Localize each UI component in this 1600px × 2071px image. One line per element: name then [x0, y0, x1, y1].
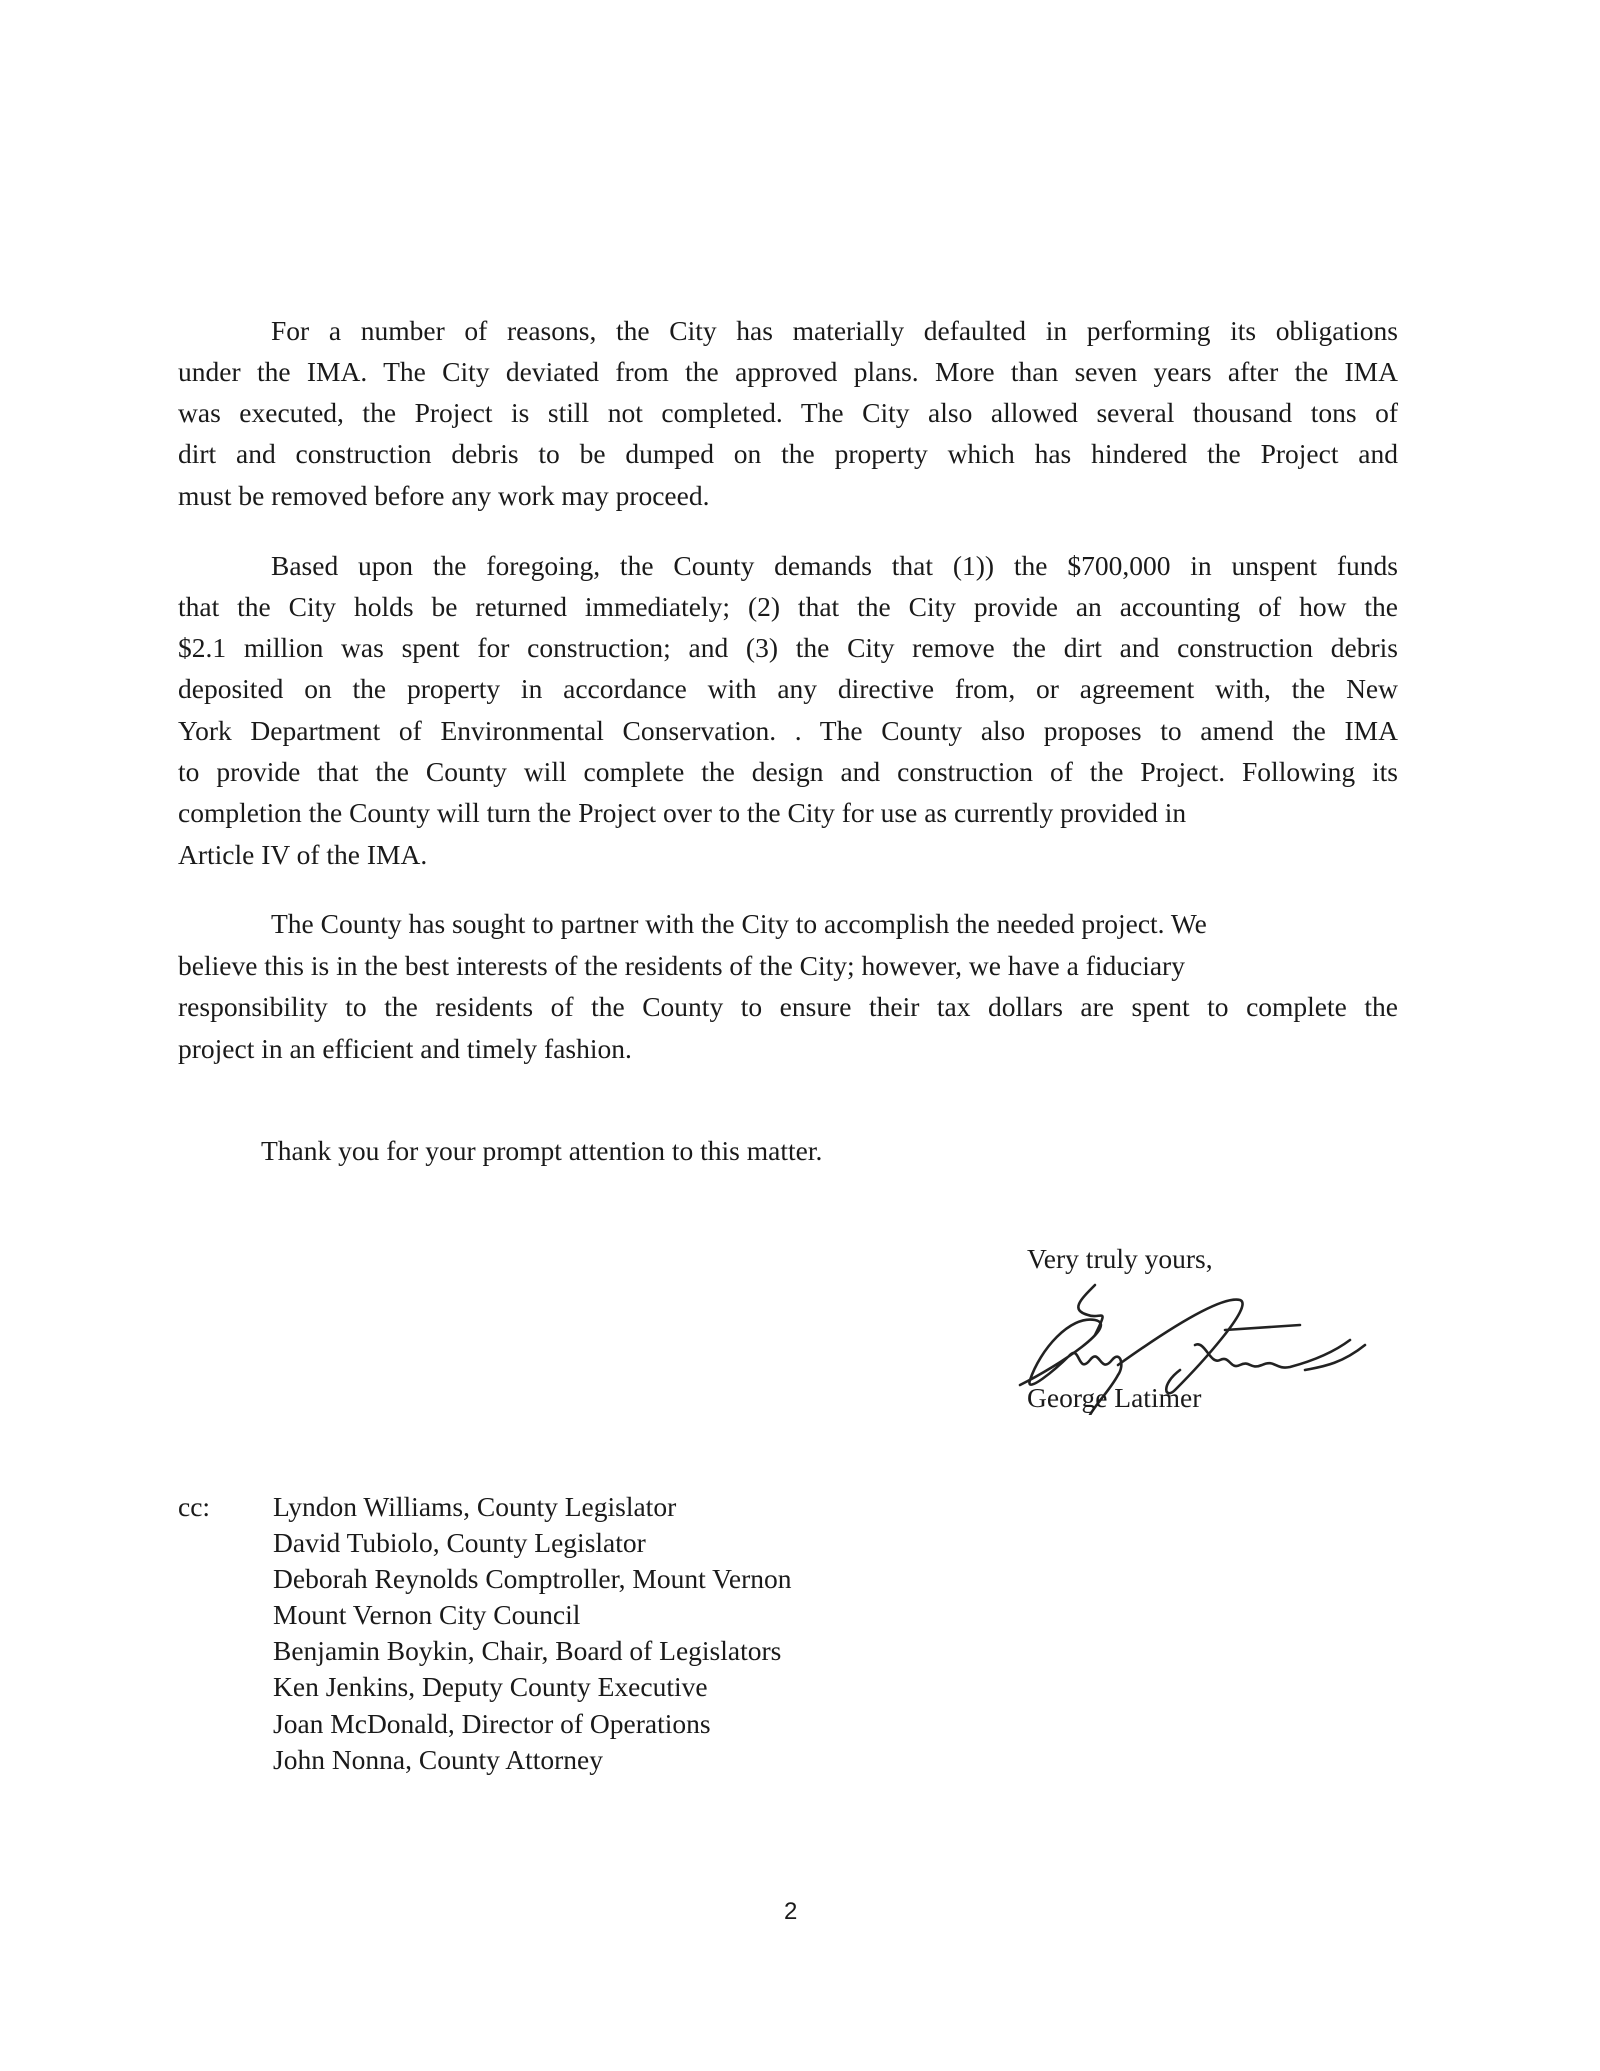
text-line: The County has sought to partner with the City to accomplish the needed project. We	[271, 908, 1207, 939]
text-line: responsibility to the residents of the County to ensure their tax dollars are spent to complete the	[178, 991, 1398, 1022]
cc-recipient: Deborah Reynolds Comptroller, Mount Vernon	[273, 1563, 792, 1594]
text-line: completion the County will turn the Project over to the City for use as currently provided in	[178, 797, 1187, 828]
cc-recipient: Joan McDonald, Director of Operations	[273, 1708, 711, 1739]
cc-label: cc:	[178, 1491, 211, 1522]
thanks-line: Thank you for your prompt attention to this matter.	[261, 1135, 823, 1166]
text-line: under the IMA. The City deviated from the approved plans. More than seven years after the IMA	[178, 356, 1398, 387]
text-line: dirt and construction debris to be dumped on the property which has hindered the Project and	[178, 438, 1398, 469]
cc-recipient: Mount Vernon City Council	[273, 1599, 581, 1630]
text-line: Based upon the foregoing, the County demands that (1)) the $700,000 in unspent funds	[271, 550, 1398, 581]
cc-recipient: David Tubiolo, County Legislator	[273, 1527, 646, 1558]
cc-recipient: Lyndon Williams, County Legislator	[273, 1491, 677, 1522]
text-line: $2.1 million was spent for construction; and (3) the City remove the dirt and construction debris	[178, 632, 1398, 663]
cc-recipient: Ken Jenkins, Deputy County Executive	[273, 1671, 708, 1702]
cc-recipient: Benjamin Boykin, Chair, Board of Legislators	[273, 1635, 782, 1666]
text-line: to provide that the County will complete the design and construction of the Project. Following its	[178, 756, 1398, 787]
text-line: must be removed before any work may proceed.	[178, 480, 710, 511]
signer-name: George Latimer	[1027, 1382, 1202, 1413]
text-line: believe this is in the best interests of the residents of the City; however, we have a fiduciary	[178, 950, 1185, 981]
page-number: 2	[784, 1898, 798, 1925]
text-line: project in an efficient and timely fashion.	[178, 1033, 632, 1064]
text-line: Article IV of the IMA.	[178, 839, 428, 870]
cc-recipient: John Nonna, County Attorney	[273, 1744, 603, 1775]
text-line: deposited on the property in accordance with any directive from, or agreement with, the New	[178, 673, 1398, 704]
text-line: that the City holds be returned immediately; (2) that the City provide an accounting of how the	[178, 591, 1398, 622]
closing: Very truly yours,	[1027, 1243, 1213, 1274]
text-line: York Department of Environmental Conservation. . The County also proposes to amend the IMA	[178, 715, 1398, 746]
text-line: was executed, the Project is still not completed. The City also allowed several thousand tons of	[178, 397, 1398, 428]
text-line: For a number of reasons, the City has materially defaulted in performing its obligations	[271, 315, 1398, 346]
